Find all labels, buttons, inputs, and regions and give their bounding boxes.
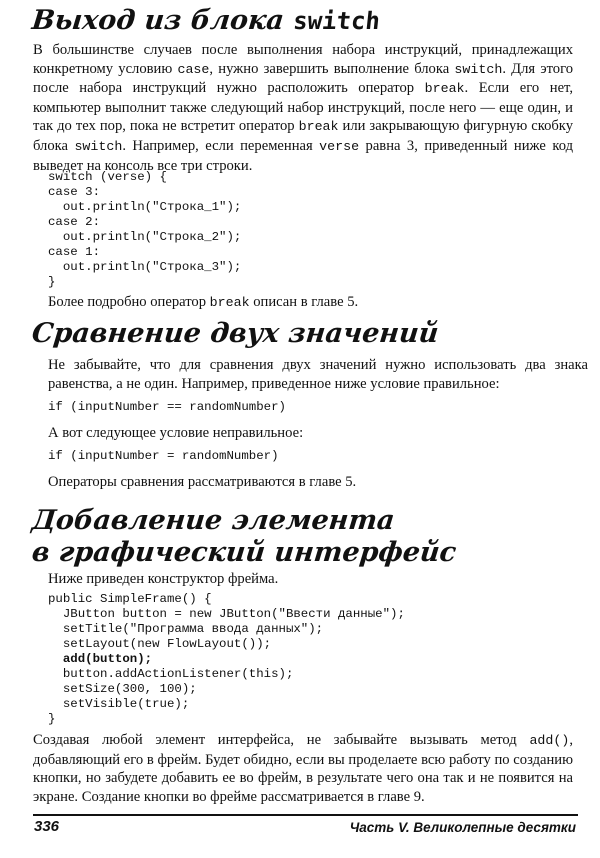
code-line: setVisible(true); — [48, 697, 190, 711]
text-run: В большинстве случаев после выполнения набора инструкций, принадлежащих конкретному условию — [33, 42, 573, 77]
code-line: JButton button = new JButton("Ввести данные"); — [48, 607, 405, 621]
text-run: Более подробно оператор — [48, 294, 210, 310]
section2-paragraph-3: Операторы сравнения рассматриваются в главе 5. — [48, 474, 357, 490]
footer-rule — [33, 814, 578, 816]
text-run: равна 3, приведенный ниже код выведет на консоль все три строки. — [33, 137, 573, 174]
text-run: . Например, если переменная — [122, 137, 320, 154]
code-line: setLayout(new FlowLayout()); — [48, 637, 272, 651]
section3-paragraph-1: Ниже приведен конструктор фрейма. — [48, 571, 279, 587]
text-run: , нужно завершить выполнение блока — [209, 60, 455, 77]
code-line: case 3: — [48, 185, 101, 199]
text-run: или закрывающую фигурную скобку блока — [33, 118, 573, 154]
inline-code: switch — [454, 61, 503, 77]
code-line: public SimpleFrame() { — [48, 592, 212, 606]
code-line: case 1: — [48, 245, 101, 259]
section2-code-correct: if (inputNumber == randomNumber) — [48, 400, 286, 414]
code-line: setTitle("Программа ввода данных"); — [48, 622, 324, 636]
inline-code: break — [298, 119, 339, 135]
code-line: out.println("Строка_2"); — [48, 230, 242, 244]
text-run: Создавая любой элемент интерфейса, не забывайте вызывать метод — [33, 732, 530, 748]
inline-code: verse — [319, 138, 360, 154]
section-heading-comparison: Сравнение двух значений — [30, 318, 441, 349]
code-line: } — [48, 275, 56, 289]
code-line: case 2: — [48, 215, 101, 229]
code-line: add(button); — [48, 652, 153, 666]
inline-code: case — [177, 61, 210, 77]
text-run: . Для этого после набора инструкций нужно расположить оператор — [33, 60, 574, 97]
code-line: out.println("Строка_1"); — [48, 200, 242, 214]
inline-code: break — [424, 81, 465, 97]
text-run: , добавляющий его в фрейм. Будет обидно, если вы проделаете всю работу по созданию кнопки, но забудете добавить ее во фрейм, в результате чего она так и не появится на экране. Создание кнопки во фрейме рассматривается в главе 9. — [33, 732, 573, 805]
page-number: 336 — [34, 818, 60, 835]
section1-paragraph-2 — [48, 293, 588, 313]
section-heading-switch-exit — [30, 4, 382, 38]
section-heading-add-element-line-2: в графический интерфейс — [30, 537, 458, 568]
heading-text: Выход из блока — [30, 5, 295, 36]
chapter-title: Часть V. Великолепные десятки — [349, 820, 576, 835]
section2-paragraph-2: А вот следующее условие неправильное: — [48, 425, 304, 441]
section3-paragraph-2 — [33, 731, 573, 806]
section1-paragraph-1 — [33, 41, 573, 175]
section-heading-add-element-line-1: Добавление элемента — [30, 505, 397, 536]
inline-code: break — [209, 295, 250, 310]
inline-code: switch — [74, 138, 123, 154]
section3-code-listing — [48, 592, 405, 727]
section2-code-incorrect: if (inputNumber = randomNumber) — [48, 449, 279, 463]
text-run: . Если его нет, компьютер выполнит также следующий набор инструкций, после него — еще один, и так до тех пор, пока не встретит оператор — [33, 80, 573, 135]
code-line: button.addActionListener(this); — [48, 667, 294, 681]
code-line: out.println("Строка_3"); — [48, 260, 242, 274]
section1-code-listing — [48, 170, 241, 290]
section2-paragraph-1: Не забывайте, что для сравнения двух значений нужно использовать два знака равенства, а не один. Например, приведенное ниже условие правильное: — [48, 357, 588, 392]
code-line: } — [48, 712, 56, 726]
text-run: описан в главе 5. — [249, 294, 359, 310]
code-line: setSize(300, 100); — [48, 682, 197, 696]
inline-code: add() — [529, 733, 570, 748]
heading-code: switch — [291, 7, 382, 35]
code-line: switch (verse) { — [48, 170, 167, 184]
